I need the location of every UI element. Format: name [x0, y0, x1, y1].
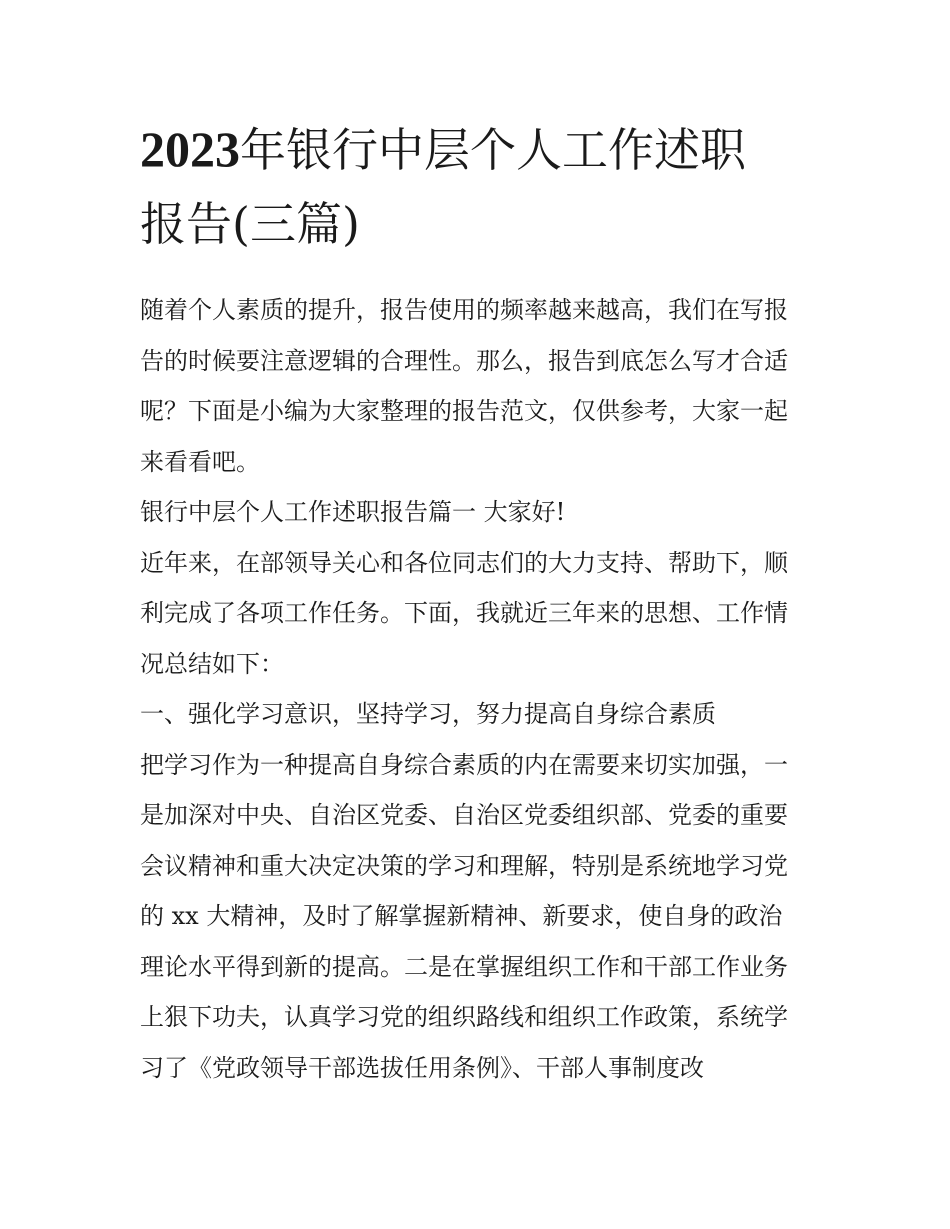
document-title	[140, 112, 820, 261]
title-line2-text: 报告(三篇)	[140, 197, 360, 251]
document-page	[140, 112, 820, 1093]
document-body	[140, 285, 820, 1093]
text-line: 把学习作为一种提高自身综合素质的内在需要来切实加强，一	[140, 750, 788, 779]
text-line: 呢？下面是小编为大家整理的报告范文，仅供参考，大家一起	[140, 397, 788, 425]
text-line: 来看看吧。	[140, 447, 260, 476]
title-line1-text: 年银行中层个人工作述职	[240, 123, 746, 177]
text-line: 理论水平得到新的提高。二是在掌握组织工作和干部工作业务	[140, 952, 788, 981]
text-line: 会议精神和重大决定决策的学习和理解，特别是系统地学习党	[140, 851, 788, 880]
text-line: 习了《党政领导干部选拔任用条例》、干部人事制度改	[140, 1053, 704, 1082]
title-year: 2023	[140, 121, 240, 177]
text-line: 况总结如下：	[140, 649, 284, 678]
text-line: 的 xx 大精神，及时了解掌握新精神、新要求，使自身的政治	[140, 902, 783, 930]
text-line: 近年来，在部领导关心和各位同志们的大力支持、帮助下，顺	[140, 548, 788, 577]
section-heading: 银行中层个人工作述职报告篇一 大家好!	[140, 498, 566, 526]
text-line: 利完成了各项工作任务。下面，我就近三年来的思想、工作情	[140, 599, 788, 627]
section-heading: 一、强化学习意识，坚持学习，努力提高自身综合素质	[140, 700, 716, 728]
text-line: 上狠下功夫，认真学习党的组织路线和组织工作政策，系统学	[140, 1003, 788, 1031]
text-line: 随着个人素质的提升，报告使用的频率越来越高，我们在写报	[140, 296, 788, 324]
text-line: 告的时候要注意逻辑的合理性。那么，报告到底怎么写才合适	[140, 346, 788, 375]
text-line: 是加深对中央、自治区党委、自治区党委组织部、党委的重要	[140, 801, 788, 829]
